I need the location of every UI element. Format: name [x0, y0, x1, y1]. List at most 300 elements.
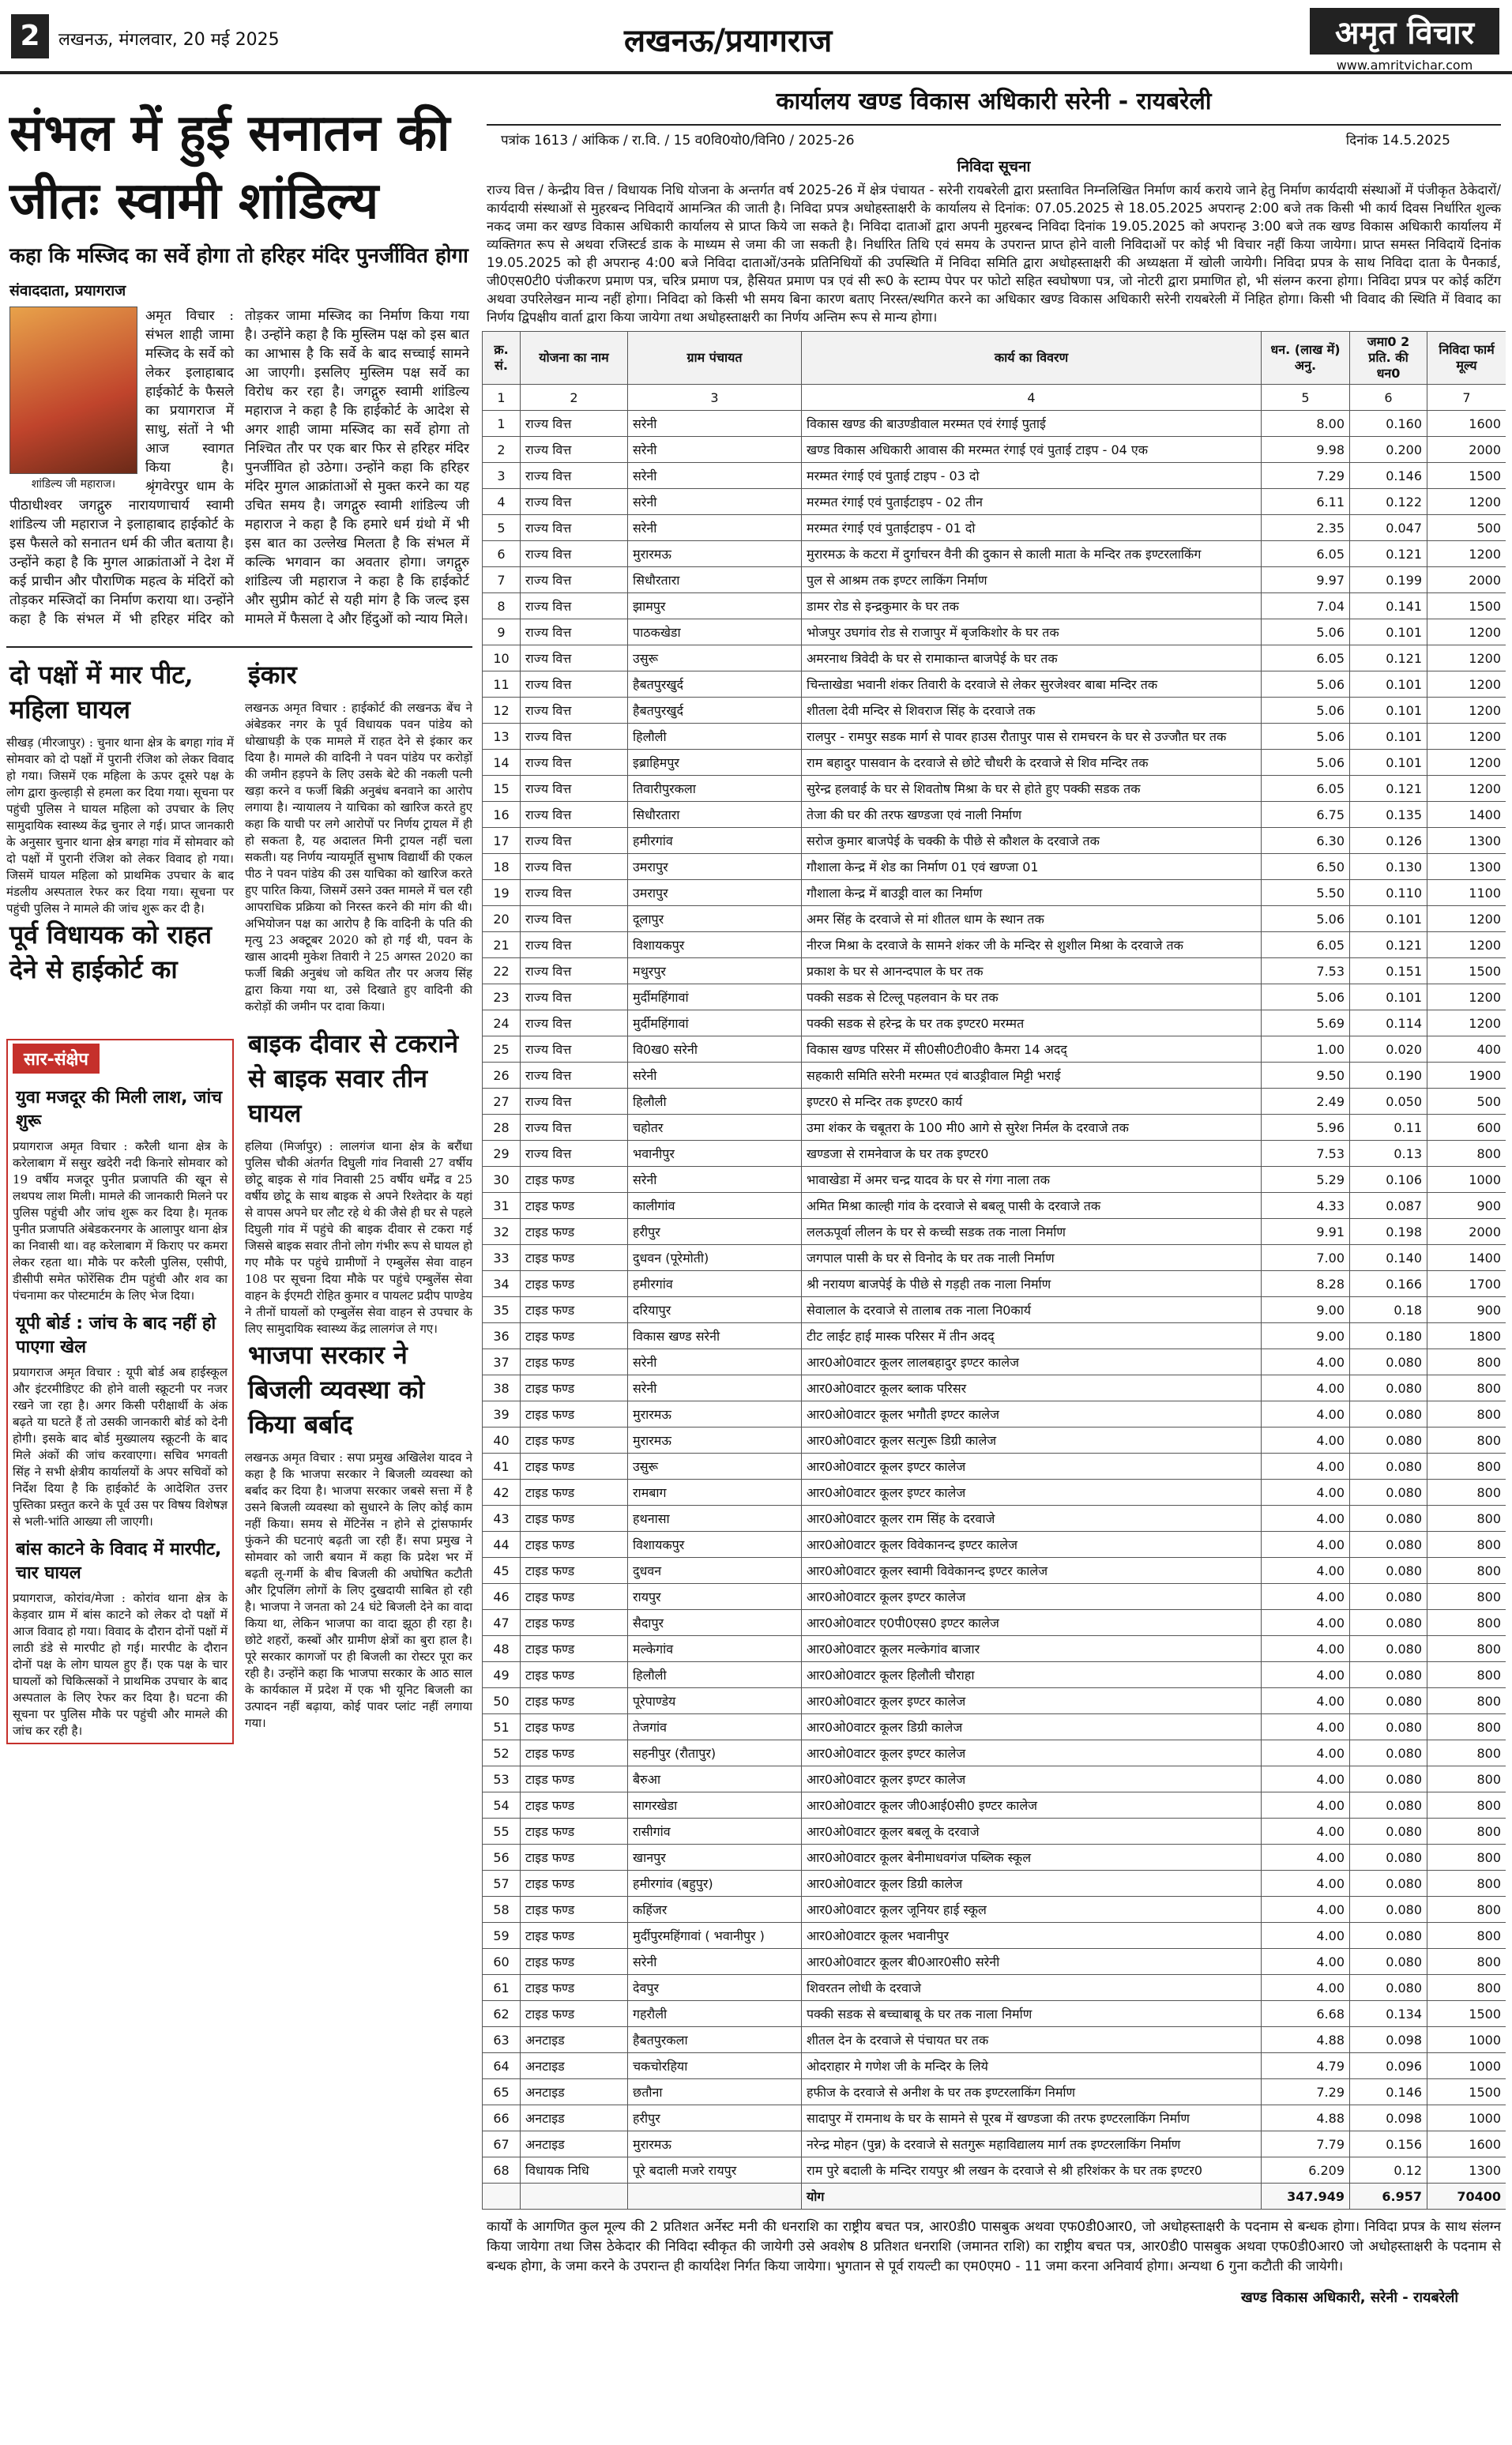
- row-work: सादापुर में रामनाथ के घर के सामने से पूरब में खण्डजा की तरफ इण्टरलाकिंग निर्माण: [802, 2105, 1262, 2131]
- notice-ref-line: [482, 126, 1506, 156]
- table-row: [483, 1036, 1506, 1063]
- row-work: तेजा की घर की तरफ खण्डजा एवं नाली निर्माण: [802, 802, 1262, 828]
- row-amount: 6.75: [1262, 802, 1350, 828]
- row-serial: 62: [483, 2001, 521, 2027]
- row-work: सहकारी समिति सरेनी मरम्मत एवं बाउड्रीवाल मिट्टी भराई: [802, 1063, 1262, 1089]
- row-fee: 1900: [1427, 1063, 1506, 1089]
- row-amount: 4.00: [1262, 1454, 1350, 1480]
- colnum: 1: [483, 385, 521, 411]
- row-panchayat: विशायकपुर: [628, 1532, 802, 1558]
- header-deposit: जमा0 2 प्रति. की धन0: [1350, 332, 1427, 385]
- row-work: आर0ओ0वाटर कूलर इण्टर कालेज: [802, 1584, 1262, 1610]
- row-panchayat: हैबतपुरखुर्द: [628, 698, 802, 724]
- row-deposit: 0.080: [1350, 1454, 1427, 1480]
- row-fee: 800: [1427, 1662, 1506, 1688]
- row-scheme: राज्य वित्त: [521, 645, 628, 671]
- row-panchayat: पूरेपाण्डेय: [628, 1688, 802, 1714]
- table-row: [483, 463, 1506, 489]
- row-amount: 5.96: [1262, 1115, 1350, 1141]
- row-panchayat: पाठकखेडा: [628, 619, 802, 645]
- row-work: नरेन्द्र मोहन (पुन्न) के दरवाजे से सतगुरू महाविद्यालय मार्ग तक इण्टरलाकिंग निर्माण: [802, 2131, 1262, 2157]
- row-serial: 67: [483, 2131, 521, 2157]
- row-panchayat: रामबाग: [628, 1480, 802, 1506]
- row-serial: 29: [483, 1141, 521, 1167]
- story-bike-body: हलिया (मिर्जापुर) : लालगंज थाना क्षेत्र के बरौंधा पुलिस चौकी अंतर्गत दिघुली गांव निवासी 27 वर्षीय छोटू बाइक से गांव निवासी 25 वर्षीय धर्मेंद्र व 25 वर्षीय छोटू के साथ बाइक से अपने रिश्तेदार के यहां से वापस अपने घर लौट रहे थे की जैसे ही घर से पहले दिघुली गांव में पहुंचे की बाइक दीवार से टकरा गई जिससे बाइक सवार तीनो लोग गंभीर रूप से घायल हो गए मौके पर पहुंचे ग्रामीणों ने एम्बुलेंस सेवा वाहन 108 पर सूचना दिया मौके पर पहुंचे एम्बुलेंस सेवा वाहन के ईएमटी रोहित कुमार व पायलट प्रदीप पाण्डेय ने तीनों घायलों को एम्बुलेंस सेवा वाहन से उपचार के लिए सामुदायिक स्वास्थ्य केंद्र लालगंज ले गए।: [245, 1139, 472, 1336]
- table-row: [483, 1428, 1506, 1454]
- row-fee: 1300: [1427, 828, 1506, 854]
- row-scheme: टाइड फण्ड: [521, 1845, 628, 1871]
- row-serial: 51: [483, 1714, 521, 1740]
- row-scheme: टाइड फण्ड: [521, 1923, 628, 1949]
- row-panchayat: सरेनी: [628, 515, 802, 541]
- row-scheme: टाइड फण्ड: [521, 2001, 628, 2027]
- row-scheme: टाइड फण्ड: [521, 1792, 628, 1819]
- middle-stories: [6, 646, 472, 1015]
- row-work: विकास खण्ड की बाउण्डीवाल मरम्मत एवं रंगाई पुताई: [802, 411, 1262, 437]
- saar-item-body: प्रयागराज अमृत विचार : यूपी बोर्ड अब हाईस्कूल और इंटरमीडिएट की होने वाली स्क्रूटनी पर नजर रखने जा रहा है। अगर किसी परीक्षार्थी के अंक बढ़ते या घटते हैं तो उसकी जानकारी बोर्ड को देनी होगी। इसके बाद बोर्ड मुख्यालय स्क्रूटनी के बाद मिले अंकों की जांच करवाएगा। सचिव भगवती सिंह ने सभी क्षेत्रीय कार्यालयों के अपर सचिवों को निर्देश दिया है कि हाईकोर्ट के आदेशित उत्तर पुस्तिका प्रस्तुत करने के पूर्व उस पर विषय विशेषज्ञ से भली-भांति आख्या ली जाएगी।: [13, 1365, 228, 1529]
- row-amount: 9.00: [1262, 1323, 1350, 1349]
- row-serial: 28: [483, 1115, 521, 1141]
- row-panchayat: सिधौरतारा: [628, 567, 802, 593]
- row-fee: 800: [1427, 1714, 1506, 1740]
- row-work: आर0ओ0वाटर कूलर इण्टर कालेज: [802, 1766, 1262, 1792]
- row-work: सुरेन्द्र हलवाई के घर से शिवतोष मिश्रा के घर से होते हुए पक्की सडक तक: [802, 776, 1262, 802]
- saar-item-headline: युवा मजदूर की मिली लाश, जांच शुरू: [16, 1088, 223, 1131]
- row-amount: 8.00: [1262, 411, 1350, 437]
- table-row: [483, 2131, 1506, 2157]
- row-work: हफीज के दरवाजे से अनीश के घर तक इण्टरलाकिंग निर्माण: [802, 2079, 1262, 2105]
- row-panchayat: हैबतपुरकला: [628, 2027, 802, 2053]
- table-row: [483, 411, 1506, 437]
- row-amount: 5.69: [1262, 1010, 1350, 1036]
- table-row: [483, 1323, 1506, 1349]
- row-amount: 7.00: [1262, 1245, 1350, 1271]
- row-deposit: 0.080: [1350, 1949, 1427, 1975]
- row-panchayat: मुरारमऊ: [628, 2131, 802, 2157]
- table-row: [483, 1923, 1506, 1949]
- row-panchayat: सरेनी: [628, 411, 802, 437]
- table-row: [483, 2105, 1506, 2131]
- row-serial: 6: [483, 541, 521, 567]
- row-deposit: 0.080: [1350, 1923, 1427, 1949]
- row-fee: 1500: [1427, 463, 1506, 489]
- row-serial: 4: [483, 489, 521, 515]
- row-panchayat: खानपुर: [628, 1845, 802, 1871]
- row-scheme: अनटाइड: [521, 2079, 628, 2105]
- row-amount: 5.29: [1262, 1167, 1350, 1193]
- row-serial: 23: [483, 984, 521, 1010]
- total-label: योग: [802, 2184, 1262, 2210]
- row-fee: 1200: [1427, 698, 1506, 724]
- row-work: आर0ओ0वाटर कूलर सत्गुरू डिग्री कालेज: [802, 1428, 1262, 1454]
- row-scheme: टाइड फण्ड: [521, 1740, 628, 1766]
- row-serial: 15: [483, 776, 521, 802]
- table-row: [483, 698, 1506, 724]
- row-serial: 47: [483, 1610, 521, 1636]
- row-scheme: टाइड फण्ड: [521, 1349, 628, 1375]
- row-panchayat: उमरापुर: [628, 854, 802, 880]
- row-deposit: 0.101: [1350, 671, 1427, 698]
- row-amount: 4.00: [1262, 1558, 1350, 1584]
- row-scheme: राज्य वित्त: [521, 1010, 628, 1036]
- row-serial: 59: [483, 1923, 521, 1949]
- row-amount: 6.30: [1262, 828, 1350, 854]
- notice-date: दिनांक 14.5.2025: [1345, 133, 1450, 149]
- table-row: [483, 984, 1506, 1010]
- row-serial: 46: [483, 1584, 521, 1610]
- row-work: मरम्मत रंगाई एवं पुताईटाइप - 02 तीन: [802, 489, 1262, 515]
- row-panchayat: चहोतर: [628, 1115, 802, 1141]
- table-row: [483, 1714, 1506, 1740]
- row-serial: 19: [483, 880, 521, 906]
- edition-date: लखनऊ, मंगलवार, 20 मई 2025: [58, 30, 280, 50]
- row-panchayat: देवपुर: [628, 1975, 802, 2001]
- table-row: [483, 1766, 1506, 1792]
- row-amount: 4.00: [1262, 1636, 1350, 1662]
- row-amount: 7.04: [1262, 593, 1350, 619]
- row-amount: 4.00: [1262, 1688, 1350, 1714]
- row-amount: 4.33: [1262, 1193, 1350, 1219]
- row-panchayat: रायपुर: [628, 1584, 802, 1610]
- row-amount: 4.00: [1262, 1819, 1350, 1845]
- row-panchayat: दूलापुर: [628, 906, 802, 932]
- row-serial: 42: [483, 1480, 521, 1506]
- row-amount: 4.00: [1262, 1428, 1350, 1454]
- row-amount: 5.06: [1262, 984, 1350, 1010]
- row-fee: 800: [1427, 1949, 1506, 1975]
- row-scheme: राज्य वित्त: [521, 1089, 628, 1115]
- row-amount: 9.00: [1262, 1297, 1350, 1323]
- row-work: खण्डजा से रामनेवाज के घर तक इण्टर0: [802, 1141, 1262, 1167]
- row-deposit: 0.080: [1350, 1636, 1427, 1662]
- row-deposit: 0.080: [1350, 1375, 1427, 1401]
- row-fee: 1000: [1427, 2027, 1506, 2053]
- total-fee: 70400: [1427, 2184, 1506, 2210]
- row-scheme: राज्य वित्त: [521, 854, 628, 880]
- row-fee: 800: [1427, 1740, 1506, 1766]
- row-serial: 7: [483, 567, 521, 593]
- table-row: [483, 750, 1506, 776]
- row-amount: 4.00: [1262, 1766, 1350, 1792]
- colnum: 6: [1350, 385, 1427, 411]
- row-scheme: टाइड फण्ड: [521, 1401, 628, 1428]
- row-amount: 4.00: [1262, 1584, 1350, 1610]
- row-amount: 4.79: [1262, 2053, 1350, 2079]
- row-scheme: राज्य वित्त: [521, 724, 628, 750]
- row-deposit: 0.080: [1350, 1740, 1427, 1766]
- row-scheme: अनटाइड: [521, 2131, 628, 2157]
- photo-caption: शांडिल्य जी महाराज।: [31, 478, 116, 491]
- row-panchayat: तिवारीपुरकला: [628, 776, 802, 802]
- row-fee: 1200: [1427, 671, 1506, 698]
- row-serial: 17: [483, 828, 521, 854]
- row-amount: 4.00: [1262, 1975, 1350, 2001]
- row-deposit: 0.050: [1350, 1089, 1427, 1115]
- row-serial: 12: [483, 698, 521, 724]
- story-fight-headline: दो पक्षों में मार पीट, महिला घायल: [9, 660, 194, 724]
- row-panchayat: छतौना: [628, 2079, 802, 2105]
- row-deposit: 0.080: [1350, 1766, 1427, 1792]
- edition-city: लखनऊ/प्रयागराज: [624, 23, 833, 59]
- row-work: आर0ओ0वाटर कूलर स्वामी विवेकानन्द इण्टर कालेज: [802, 1558, 1262, 1584]
- story-bike-headline: बाइक दीवार से टकराने से बाइक सवार तीन घायल: [248, 1029, 459, 1128]
- logo-url[interactable]: www.amritvichar.com: [1336, 58, 1473, 73]
- row-serial: 14: [483, 750, 521, 776]
- row-fee: 800: [1427, 1454, 1506, 1480]
- row-fee: 800: [1427, 1923, 1506, 1949]
- table-row: [483, 1792, 1506, 1819]
- row-work: आर0ओ0वाटर कूलर लालबहादुर इण्टर कालेज: [802, 1349, 1262, 1375]
- row-scheme: टाइड फण्ड: [521, 1975, 628, 2001]
- row-scheme: राज्य वित्त: [521, 1141, 628, 1167]
- row-serial: 60: [483, 1949, 521, 1975]
- row-deposit: 0.106: [1350, 1167, 1427, 1193]
- row-deposit: 0.12: [1350, 2157, 1427, 2184]
- table-row: [483, 1401, 1506, 1428]
- row-scheme: राज्य वित्त: [521, 984, 628, 1010]
- row-panchayat: हमीरगांव: [628, 828, 802, 854]
- row-amount: 4.00: [1262, 1792, 1350, 1819]
- row-panchayat: मुर्दीपुरमहिंगावां ( भवानीपुर ): [628, 1923, 802, 1949]
- row-scheme: राज्य वित्त: [521, 463, 628, 489]
- row-deposit: 0.156: [1350, 2131, 1427, 2157]
- table-row: [483, 2053, 1506, 2079]
- row-work: आर0ओ0वाटर कूलर जूनियर हाई स्कूल: [802, 1897, 1262, 1923]
- row-scheme: राज्य वित्त: [521, 437, 628, 463]
- table-row: [483, 1532, 1506, 1558]
- logo-title: अमृत विचार: [1310, 8, 1499, 55]
- table-row: [483, 1558, 1506, 1584]
- row-work: विकास खण्ड परिसर में सी0सी0टी0वी0 कैमरा 14 अदद्: [802, 1036, 1262, 1063]
- table-row: [483, 1271, 1506, 1297]
- row-deposit: 0.080: [1350, 1897, 1427, 1923]
- row-scheme: राज्य वित्त: [521, 932, 628, 958]
- row-work: मुरारमऊ के कटरा में दुर्गाचरन वैनी की दुकान से काली माता के मन्दिर तक इण्टरलाकिंग: [802, 541, 1262, 567]
- row-amount: 6.05: [1262, 541, 1350, 567]
- row-fee: 1100: [1427, 880, 1506, 906]
- row-work: ललऊपूर्वा लीलन के घर से कच्ची सडक तक नाला निर्माण: [802, 1219, 1262, 1245]
- row-scheme: राज्य वित्त: [521, 880, 628, 906]
- row-serial: 52: [483, 1740, 521, 1766]
- tender-notice: [482, 76, 1506, 2438]
- saar-box: [6, 1039, 234, 1744]
- row-work: आर0ओ0वाटर कूलर जी0आई0सी0 इण्टर कालेज: [802, 1792, 1262, 1819]
- row-panchayat: उमरापुर: [628, 880, 802, 906]
- row-amount: 9.50: [1262, 1063, 1350, 1089]
- row-amount: 4.00: [1262, 1949, 1350, 1975]
- row-work: पक्की सडक से टिल्लू पहलवान के घर तक: [802, 984, 1262, 1010]
- row-serial: 49: [483, 1662, 521, 1688]
- row-amount: 4.00: [1262, 1375, 1350, 1401]
- row-fee: 800: [1427, 1506, 1506, 1532]
- row-amount: 4.00: [1262, 1610, 1350, 1636]
- table-row: [483, 1349, 1506, 1375]
- row-panchayat: सैदापुर: [628, 1610, 802, 1636]
- row-fee: 1700: [1427, 1271, 1506, 1297]
- notice-title: निविदा सूचना: [957, 158, 1031, 175]
- colnum: 3: [628, 385, 802, 411]
- row-work: चिन्ताखेडा भवानी शंकर तिवारी के दरवाजे से लेकर सुरजेश्वर बाबा मन्दिर तक: [802, 671, 1262, 698]
- row-scheme: राज्य वित्त: [521, 698, 628, 724]
- row-deposit: 0.101: [1350, 698, 1427, 724]
- table-row: [483, 645, 1506, 671]
- row-work: आर0ओ0वाटर कूलर मल्केगांव बाजार: [802, 1636, 1262, 1662]
- row-scheme: टाइड फण्ड: [521, 1766, 628, 1792]
- row-serial: 58: [483, 1897, 521, 1923]
- row-scheme: राज्य वित्त: [521, 567, 628, 593]
- row-fee: 900: [1427, 1193, 1506, 1219]
- lead-body: अमृत विचार : संभल शाही जामा मस्जिद के सर्वे को लेकर इलाहाबाद हाईकोर्ट के फैसले का प्रयागराज में साधु, संतों ने भी आज स्वागत किया है। श्रृंगवेरपुर धाम के पीठाधीश्वर जगद्गुरु नारायणाचार्य स्वामी शांडिल्य जी महाराज ने इलाहाबाद हाईकोर्ट के इस फैसले को सनातन धर्म की जीत बताया है। उन्होंने कहा है कि मुगल आक्रांताओं ने देश में कई प्राचीन और पौराणिक महत्व के मंदिरों को तोड़कर मस्जिदों का निर्माण कराया था। उन्होंने कहा है कि संभल में भी हरिहर मंदिर को तोड़कर जामा मस्जिद का निर्माण किया गया है। उन्होंने कहा है कि मुस्लिम पक्ष को इस बात का आभास है कि सर्वे के बाद सच्चाई सामने आ जाएगी। इसलिए मुस्लिम पक्ष सर्वे का विरोध कर रहा है। जगद्गुरु स्वामी शांडिल्य महाराज ने कहा है कि हाईकोर्ट के आदेश से अगर शाही जामा मस्जिद का सर्वे होगा तो निश्चित तौर पर एक बार फिर से हरिहर मंदिर पुनर्जीवित हो उठेगा। उन्होंने कहा कि हरिहर मंदिर मुगल आक्रांताओं से मुक्त करने का यह उचित समय है। जगद्गुरु स्वामी शांडिल्य जी महाराज ने कहा है कि हमारे धर्म ग्रंथो में भी इस बात का उल्लेख मिलता है कि संभल में कल्कि भगवान का अवतार होगा। जगद्गुरु शांडिल्य जी महाराज ने कहा है कि हाईकोर्ट और सुप्रीम कोर्ट से यही मांग है कि जल्द इस मामले में फैसला दे और हिंदुओं को न्याय मिले।: [9, 308, 469, 627]
- row-serial: 43: [483, 1506, 521, 1532]
- table-row: [483, 1141, 1506, 1167]
- row-work: टीट लाईट हाई मास्क परिसर में तीन अदद्: [802, 1323, 1262, 1349]
- lower-stories: [6, 1026, 472, 1744]
- row-deposit: 0.098: [1350, 2027, 1427, 2053]
- row-work: पुल से आश्रम तक इण्टर लाकिंग निर्माण: [802, 567, 1262, 593]
- row-work: श्री नरायण बाजपेई के पीछे से गड़ही तक नाला निर्माण: [802, 1271, 1262, 1297]
- row-scheme: टाइड फण्ड: [521, 1949, 628, 1975]
- row-work: आर0ओ0वाटर कूलर डिग्री कालेज: [802, 1714, 1262, 1740]
- row-panchayat: इब्राहिमपुर: [628, 750, 802, 776]
- colnum: 4: [802, 385, 1262, 411]
- row-scheme: टाइड फण्ड: [521, 1636, 628, 1662]
- row-deposit: 0.121: [1350, 541, 1427, 567]
- table-row: [483, 906, 1506, 932]
- row-serial: 18: [483, 854, 521, 880]
- row-panchayat: तेजगांव: [628, 1714, 802, 1740]
- lead-byline: संवाददाता, प्रयागराज: [9, 282, 126, 299]
- row-deposit: 0.121: [1350, 776, 1427, 802]
- header-amount: धन. (लाख में) अनु.: [1262, 332, 1350, 385]
- row-serial: 61: [483, 1975, 521, 2001]
- table-row: [483, 1610, 1506, 1636]
- row-work: आर0ओ0वाटर कूलर बबलू के दरवाजे: [802, 1819, 1262, 1845]
- row-scheme: राज्य वित्त: [521, 411, 628, 437]
- table-row: [483, 854, 1506, 880]
- row-panchayat: हिलौली: [628, 724, 802, 750]
- row-amount: 5.06: [1262, 619, 1350, 645]
- row-fee: 1200: [1427, 750, 1506, 776]
- table-row: [483, 1740, 1506, 1766]
- row-work: राम पुरे बदाली के मन्दिर रायपुर श्री लखन के दरवाजे से श्री हरिशंकर के घर तक इण्टर0: [802, 2157, 1262, 2184]
- row-fee: 800: [1427, 1141, 1506, 1167]
- row-amount: 7.29: [1262, 463, 1350, 489]
- row-deposit: 0.080: [1350, 1688, 1427, 1714]
- row-scheme: टाइड फण्ड: [521, 1297, 628, 1323]
- row-deposit: 0.110: [1350, 880, 1427, 906]
- row-work: आर0ओ0वाटर ए0पी0एस0 इण्टर कालेज: [802, 1610, 1262, 1636]
- row-serial: 2: [483, 437, 521, 463]
- row-serial: 39: [483, 1401, 521, 1428]
- row-fee: 1200: [1427, 776, 1506, 802]
- row-panchayat: कालीगांव: [628, 1193, 802, 1219]
- row-panchayat: हमीरगांव (बहुपुर): [628, 1871, 802, 1897]
- row-scheme: टाइड फण्ड: [521, 1506, 628, 1532]
- row-serial: 40: [483, 1428, 521, 1454]
- row-deposit: 0.080: [1350, 1428, 1427, 1454]
- row-fee: 1200: [1427, 619, 1506, 645]
- row-panchayat: मुरारमऊ: [628, 1428, 802, 1454]
- row-fee: 2000: [1427, 567, 1506, 593]
- row-deposit: 0.11: [1350, 1115, 1427, 1141]
- row-scheme: राज्य वित्त: [521, 541, 628, 567]
- row-work: सरोज कुमार बाजपेई के चक्की के पीछे से कौशल के दरवाजे तक: [802, 828, 1262, 854]
- row-serial: 41: [483, 1454, 521, 1480]
- row-amount: 9.98: [1262, 437, 1350, 463]
- row-amount: 6.209: [1262, 2157, 1350, 2184]
- row-serial: 45: [483, 1558, 521, 1584]
- row-amount: 4.88: [1262, 2105, 1350, 2131]
- row-scheme: टाइड फण्ड: [521, 1167, 628, 1193]
- table-row: [483, 1584, 1506, 1610]
- row-fee: 800: [1427, 1401, 1506, 1428]
- row-fee: 1600: [1427, 411, 1506, 437]
- row-amount: 1.00: [1262, 1036, 1350, 1063]
- row-amount: 6.05: [1262, 932, 1350, 958]
- row-amount: 7.79: [1262, 2131, 1350, 2157]
- row-deposit: 0.190: [1350, 1063, 1427, 1089]
- table-row: [483, 1010, 1506, 1036]
- row-panchayat: विकास खण्ड सरेनी: [628, 1323, 802, 1349]
- row-fee: 800: [1427, 1845, 1506, 1871]
- notice-ref: पत्रांक 1613 / आंकिक / रा.वि. / 15 व0वि0यो0/विनि0 / 2025-26: [501, 133, 855, 149]
- row-deposit: 0.101: [1350, 619, 1427, 645]
- row-panchayat: हिलौली: [628, 1089, 802, 1115]
- header-panchayat: ग्राम पंचायत: [628, 332, 802, 385]
- row-serial: 54: [483, 1792, 521, 1819]
- row-fee: 1200: [1427, 932, 1506, 958]
- row-serial: 68: [483, 2157, 521, 2184]
- table-row: [483, 828, 1506, 854]
- row-deposit: 0.140: [1350, 1245, 1427, 1271]
- row-fee: 1600: [1427, 2131, 1506, 2157]
- row-deposit: 0.146: [1350, 2079, 1427, 2105]
- row-deposit: 0.080: [1350, 1714, 1427, 1740]
- row-deposit: 0.047: [1350, 515, 1427, 541]
- saar-item-body: प्रयागराज, कोरांव/मेजा : कोरांव थाना क्षेत्र के केड़वार ग्राम में बांस काटने को लेकर दो पक्षों में आज विवाद हो गया। विवाद के दौरान दोनों पक्षों में लाठी डंडे से मारपीट हो गई। मारपीट के दौरान दोनों पक्ष के लोग घायल हुए हैं। एक पक्ष के चार घायलों को चिकित्सकों ने प्राथमिक उपचार के बाद अस्पताल के लिए रेफर कर दिया है। घटना की सूचना पर पुलिस मौके पर पहुंची और मामले की जांच कर रही है।: [13, 1591, 228, 1738]
- table-row: [483, 489, 1506, 515]
- row-work: प्रकाश के घर से आनन्दपाल के घर तक: [802, 958, 1262, 984]
- page-number: 2: [11, 14, 49, 58]
- row-amount: 4.00: [1262, 1740, 1350, 1766]
- table-row: [483, 932, 1506, 958]
- table-row: [483, 1975, 1506, 2001]
- row-panchayat: सरेनी: [628, 437, 802, 463]
- saar-item-body: प्रयागराज अमृत विचार : करैली थाना क्षेत्र के करेलाबाग में ससुर खदेरी नदी किनारे सोमवार को 19 वर्षीय मजदूर पुनीत प्रजापति की खून से लथपथ लाश मिली। मामले की जानकारी मिलने पर पुलिस पहुंची और जांच शुरू कर दिया है। मृतक पुनीत प्रजापति अंबेडकरनगर के आलापुर थाना क्षेत्र का निवासी था। वह करेलाबाग में किराए पर कमरा लेकर रहता था। मौके पर करैली पुलिस, एसीपी, डीसीपी समेत फोरेंसिक टीम पहुंची और शव का पंचनामा कर पोस्टमार्टम के लिए भेज दिया।: [13, 1139, 228, 1303]
- row-amount: 4.00: [1262, 1897, 1350, 1923]
- row-scheme: टाइड फण्ड: [521, 1428, 628, 1454]
- row-fee: 800: [1427, 1766, 1506, 1792]
- row-fee: 800: [1427, 1636, 1506, 1662]
- row-serial: 55: [483, 1819, 521, 1845]
- row-deposit: 0.080: [1350, 1975, 1427, 2001]
- row-serial: 35: [483, 1297, 521, 1323]
- table-row: [483, 1662, 1506, 1688]
- table-row: [483, 776, 1506, 802]
- row-panchayat: हरीपुर: [628, 2105, 802, 2131]
- header-scheme: योजना का नाम: [521, 332, 628, 385]
- row-amount: 6.11: [1262, 489, 1350, 515]
- row-fee: 400: [1427, 1036, 1506, 1063]
- row-serial: 64: [483, 2053, 521, 2079]
- row-fee: 2000: [1427, 1219, 1506, 1245]
- row-deposit: 0.080: [1350, 1532, 1427, 1558]
- header-serial: क्र. सं.: [483, 332, 521, 385]
- row-scheme: टाइड फण्ड: [521, 1688, 628, 1714]
- row-fee: 1500: [1427, 2079, 1506, 2105]
- table-row: [483, 1949, 1506, 1975]
- row-deposit: 0.141: [1350, 593, 1427, 619]
